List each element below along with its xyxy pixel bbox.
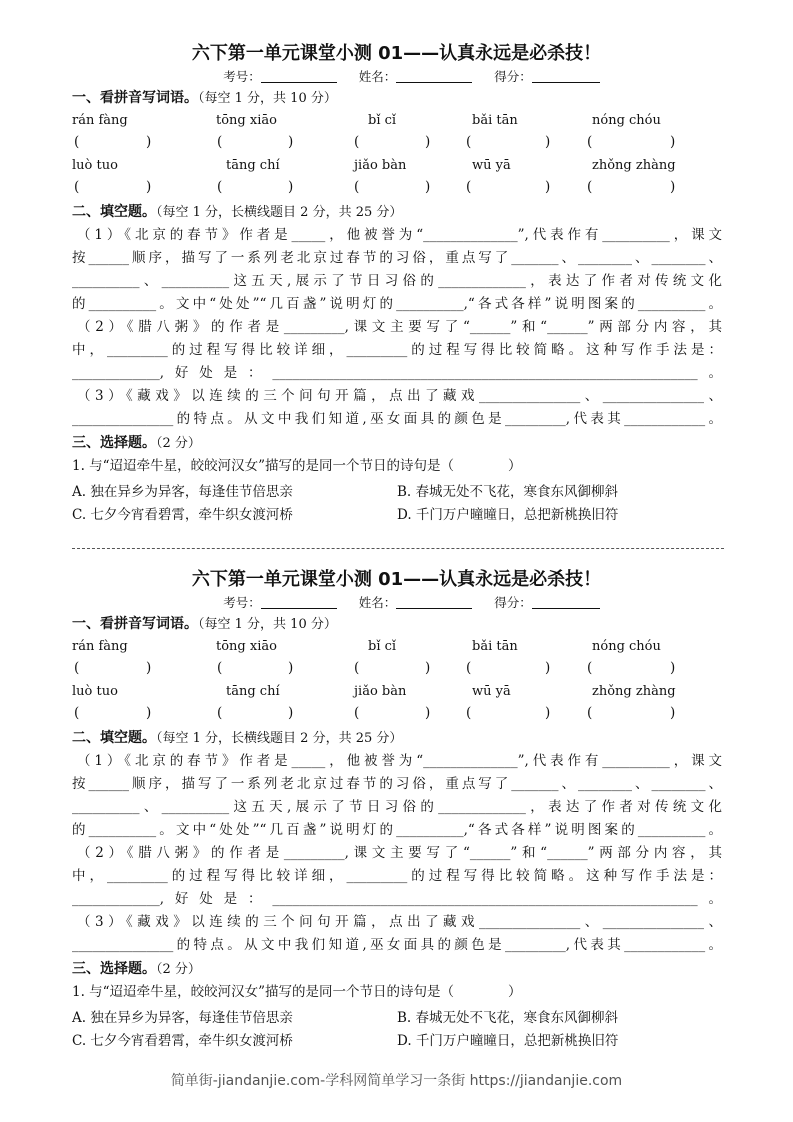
fill-line[interactable]: 按______顺序，描写了一系列老北京过春节的习俗，重点写了_______、________、________、 xyxy=(72,776,722,792)
fill-line[interactable]: 中，_________的过程写得比较详细，_________的过程写得比较简略。这种写作手法是： xyxy=(72,868,722,884)
fill-line[interactable]: 按______顺序，描写了一系列老北京过春节的习俗，重点写了_______、________、________、 xyxy=(72,250,722,266)
fill-line[interactable]: _____________,好处是：_______________________________________________________________。 xyxy=(72,365,722,381)
fill-line[interactable]: （2）《腊八粥》的作者是_________,课文主要写了“______”和“______”两部分内容，其 xyxy=(77,319,722,335)
pinyin-item: zhǒng zhàng xyxy=(592,158,676,173)
pinyin-item: bǐ cǐ xyxy=(368,639,397,654)
defen-label: 得分： xyxy=(494,595,532,610)
quiz-copy-1 xyxy=(0,40,793,524)
cut-line-divider xyxy=(72,548,724,549)
pinyin-item: zhǒng zhàng xyxy=(592,684,676,699)
answer-paren-row-2[interactable]: ( ) ( ) ( ) ( ) ( ) xyxy=(74,179,676,195)
section-1-heading: 一、看拼音写词语。（每空 1 分，共 10 分） xyxy=(72,616,337,632)
section-2-heading: 二、填空题。（每空 1 分，长横线题目 2 分，共 25 分） xyxy=(72,204,403,220)
pinyin-item: wū yā xyxy=(472,158,511,173)
fill-line[interactable]: （1）《北京的春节》作者是_____，他被誉为“______________”,代表作有__________，课文 xyxy=(77,227,722,243)
kaohao-label: 考号： xyxy=(223,69,261,84)
fill-line[interactable]: _____________,好处是：_______________________________________________________________。 xyxy=(72,891,722,907)
answer-paren-row-1[interactable]: ( ) ( ) ( ) ( ) ( ) xyxy=(74,134,676,150)
fill-line[interactable]: （1）《北京的春节》作者是_____，他被誉为“______________”,代表作有__________，课文 xyxy=(77,753,722,769)
fill-line[interactable]: __________、__________这五天,展示了节日习俗的_____________，表达了作者对传统文化 xyxy=(72,273,722,289)
pinyin-row-1 xyxy=(0,110,793,132)
pinyin-row-1 xyxy=(0,636,793,658)
defen-blank[interactable] xyxy=(532,69,600,83)
answer-paren-row-1[interactable]: ( ) ( ) ( ) ( ) ( ) xyxy=(74,660,676,676)
pinyin-item: rán fàng xyxy=(72,639,128,654)
answer-paren-row-2[interactable]: ( ) ( ) ( ) ( ) ( ) xyxy=(74,705,676,721)
option-c[interactable]: C. 七夕今宵看碧霄，牵牛织女渡河桥 xyxy=(72,1033,293,1049)
fill-line[interactable]: （3）《藏戏》以连续的三个问句开篇，点出了藏戏_______________、_______________、 xyxy=(77,388,722,404)
fill-line[interactable]: _______________的特点。从文中我们知道,巫女面具的颜色是_________,代表其____________。 xyxy=(72,937,722,953)
pinyin-item: luò tuo xyxy=(72,158,118,173)
footer-watermark: 简单街-jiandanjie.com-学科网简单学习一条街 https://jiandanjie.com xyxy=(170,1073,623,1089)
section-3-heading: 三、选择题。（2 分） xyxy=(72,435,201,451)
options-row-2 xyxy=(0,1027,793,1050)
xingming-label: 姓名： xyxy=(358,595,397,610)
page-title: 六下第一单元课堂小测 01——认真永远是必杀技！ xyxy=(191,43,602,64)
option-d[interactable]: D. 千门万户曈曈日，总把新桃换旧符 xyxy=(397,507,619,523)
pinyin-item: bǎi tān xyxy=(472,639,518,654)
section-1-heading: 一、看拼音写词语。（每空 1 分，共 10 分） xyxy=(72,90,337,106)
xingming-label: 姓名： xyxy=(358,69,397,84)
quiz-copy-2 xyxy=(0,566,793,1050)
student-info xyxy=(30,68,793,86)
pinyin-item: tāng chí xyxy=(226,684,280,699)
options-row-2 xyxy=(0,501,793,524)
pinyin-item: jiǎo bàn xyxy=(354,158,407,173)
options-row-1 xyxy=(0,478,793,501)
fill-line[interactable]: 的__________。文中“处处”“几百盏”说明灯的__________,“各式各样”说明图案的__________。 xyxy=(72,296,722,312)
option-a[interactable]: A. 独在异乡为异客，每逢佳节倍思亲 xyxy=(72,484,293,500)
fill-line[interactable]: （2）《腊八粥》的作者是_________,课文主要写了“______”和“______”两部分内容，其 xyxy=(77,845,722,861)
kaohao-blank[interactable] xyxy=(261,69,337,83)
fill-line[interactable]: 中，_________的过程写得比较详细，_________的过程写得比较简略。这种写作手法是： xyxy=(72,342,722,358)
fill-line[interactable]: （3）《藏戏》以连续的三个问句开篇，点出了藏戏_______________、_______________、 xyxy=(77,914,722,930)
option-b[interactable]: B. 春城无处不飞花，寒食东风御柳斜 xyxy=(397,1010,619,1026)
page-title: 六下第一单元课堂小测 01——认真永远是必杀技！ xyxy=(191,569,602,590)
defen-blank[interactable] xyxy=(532,595,600,609)
pinyin-item: nóng chóu xyxy=(592,113,661,128)
options-row-1 xyxy=(0,1004,793,1027)
xingming-blank[interactable] xyxy=(396,69,472,83)
pinyin-item: rán fàng xyxy=(72,113,128,128)
xingming-blank[interactable] xyxy=(396,595,472,609)
kaohao-label: 考号： xyxy=(223,595,261,610)
pinyin-row-2 xyxy=(0,681,793,703)
choice-question: 1. 与“迢迢牵牛星，皎皎河汉女”描写的是同一个节日的诗句是（ ） xyxy=(72,984,522,1000)
fill-line[interactable]: __________、__________这五天,展示了节日习俗的_____________，表达了作者对传统文化 xyxy=(72,799,722,815)
pinyin-item: tōng xiāo xyxy=(216,639,277,654)
kaohao-blank[interactable] xyxy=(261,595,337,609)
pinyin-item: luò tuo xyxy=(72,684,118,699)
student-info xyxy=(30,594,793,612)
pinyin-item: bǎi tān xyxy=(472,113,518,128)
defen-label: 得分： xyxy=(494,69,532,84)
pinyin-item: tāng chí xyxy=(226,158,280,173)
section-3-heading: 三、选择题。（2 分） xyxy=(72,961,201,977)
choice-question: 1. 与“迢迢牵牛星，皎皎河汉女”描写的是同一个节日的诗句是（ ） xyxy=(72,458,522,474)
option-a[interactable]: A. 独在异乡为异客，每逢佳节倍思亲 xyxy=(72,1010,293,1026)
section-2-heading: 二、填空题。（每空 1 分，长横线题目 2 分，共 25 分） xyxy=(72,730,403,746)
pinyin-item: tōng xiāo xyxy=(216,113,277,128)
option-d[interactable]: D. 千门万户曈曈日，总把新桃换旧符 xyxy=(397,1033,619,1049)
option-b[interactable]: B. 春城无处不飞花，寒食东风御柳斜 xyxy=(397,484,619,500)
fill-line[interactable]: 的__________。文中“处处”“几百盏”说明灯的__________,“各式各样”说明图案的__________。 xyxy=(72,822,722,838)
fill-line[interactable]: _______________的特点。从文中我们知道,巫女面具的颜色是_________,代表其____________。 xyxy=(72,411,722,427)
pinyin-item: jiǎo bàn xyxy=(354,684,407,699)
pinyin-row-2 xyxy=(0,155,793,177)
pinyin-item: bǐ cǐ xyxy=(368,113,397,128)
option-c[interactable]: C. 七夕今宵看碧霄，牵牛织女渡河桥 xyxy=(72,507,293,523)
pinyin-item: nóng chóu xyxy=(592,639,661,654)
pinyin-item: wū yā xyxy=(472,684,511,699)
